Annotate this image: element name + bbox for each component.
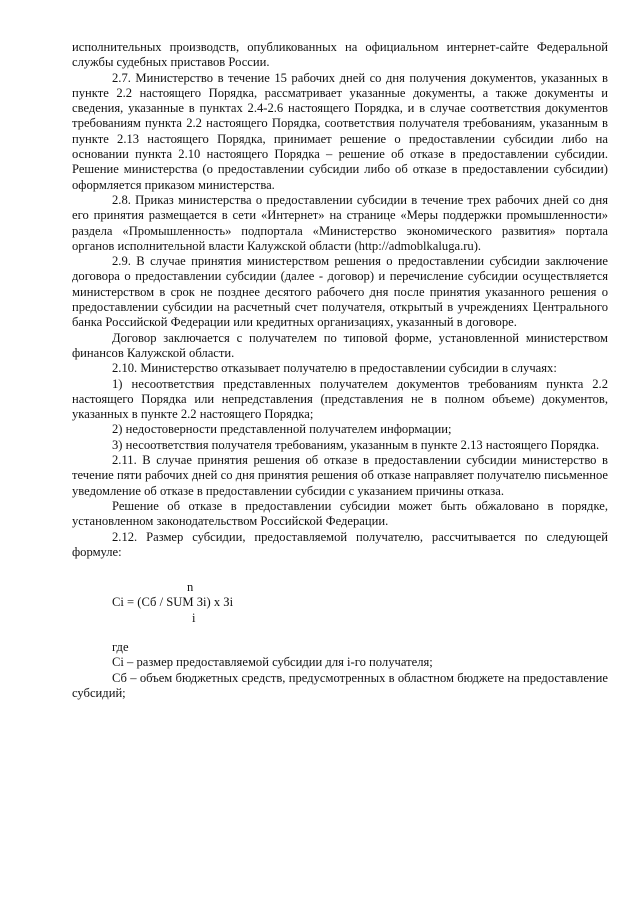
paragraph-2-9: 2.9. В случае принятия министерством решения о предоставлении субсидии заключение договора о предоставлении субсидии (далее - договор) и перечисление субсидии осуществляется министерством в срок не позднее десятого рабочего дня после принятия указанного решения о предоставлении субсидии на расчетный счет получателя, открытый в учреждениях Центрального банка Российской Федерации или кредитных организациях, указанный в договоре. [72, 254, 608, 330]
paragraph-where: где [112, 640, 129, 655]
formula-lower-index: i [192, 611, 196, 626]
document-body [72, 40, 608, 701]
subsidy-formula [72, 580, 608, 634]
paragraph-2-7: 2.7. Министерство в течение 15 рабочих дней со дня получения документов, указанных в пункте 2.2 настоящего Порядка, рассматривает указанные документы, а также документы и сведения, указанные в пунктах 2.4-2.6 настоящего Порядка, и в случае соответствия документов требованиям пункта 2.2 настоящего Порядка, соответствия получателя требованиям, указанным в пункте 2.13 настоящего Порядка, принимает решение о предоставлении субсидии либо на основании пункта 2.10 настоящего Порядка – решение об отказе в предоставлении субсидии. Решение министерства (о предоставлении субсидии либо об отказе в предоставлении субсидии) оформляется приказом министерства. [72, 70, 608, 192]
paragraph-2-12: 2.12. Размер субсидии, предоставляемой получателю, рассчитывается по следующей формуле: [72, 529, 608, 559]
list-item-1: 1) несоответствия представленных получателем документов требованиям пункта 2.2 настоящего Порядка или непредставления (представления не в полном объеме) документов, указанных в пункте 2.2 настоящего Порядка; [72, 376, 608, 422]
list-item-2: 2) недостоверности представленной получателем информации; [112, 422, 452, 437]
paragraph-2-8: 2.8. Приказ министерства о предоставлении субсидии в течение трех рабочих дней со дня его принятия размещается в сети «Интернет» на странице «Меры поддержки промышленности» раздела «Промышленность» подпортала «Министерство экономического развития» портала органов исполнительной власти Калужской области (http://admoblkaluga.ru). [72, 192, 608, 253]
paragraph-contract: Договор заключается с получателем по типовой форме, установленной министерством финансов Калужской области. [72, 330, 608, 360]
list-item-3: 3) несоответствия получателя требованиям, указанным в пункте 2.13 настоящего Порядка. [112, 437, 600, 452]
definition-sb: Сб – объем бюджетных средств, предусмотренных в областном бюджете на предоставление субсидий; [72, 670, 608, 700]
formula-upper-limit: n [187, 580, 194, 595]
paragraph-1: исполнительных производств, опубликованных на официальном интернет-сайте Федеральной службы судебных приставов России. [72, 40, 608, 70]
formula-expression: Ci = (Сб / SUM Зi) x Зi [112, 595, 234, 610]
paragraph-2-10: 2.10. Министерство отказывает получателю в предоставлении субсидии в случаях: [112, 361, 557, 376]
paragraph-2-11: 2.11. В случае принятия решения об отказе в предоставлении субсидии министерство в течение пяти рабочих дней со дня принятия решения об отказе направляет получателю письменное уведомление об отказе в предоставлении субсидии с указанием причины отказа. [72, 453, 608, 498]
paragraph-appeal: Решение об отказе в предоставлении субсидии может быть обжаловано в порядке, установленном законодательством Российской Федерации. [72, 498, 608, 529]
definition-ci: Ci – размер предоставляемой субсидии для i-го получателя; [112, 655, 433, 670]
